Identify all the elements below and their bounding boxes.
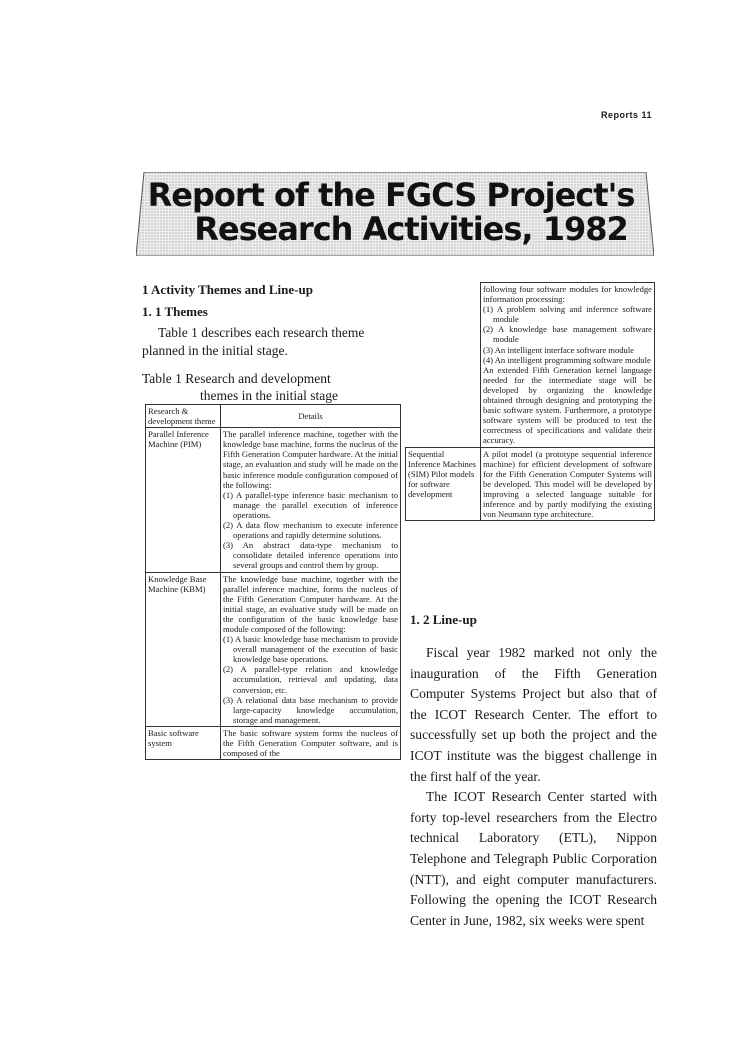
section-heading: 1 Activity Themes and Line-up <box>142 282 313 297</box>
details-intro: The parallel inference machine, together with the knowledge base machine, forms the nucleus of the Fifth Generation Computer hardware. At the initial stage, an evaluation and study will be made on the basic inference module configuration composed of the following: <box>223 429 398 490</box>
row-theme: Knowledge Base Machine (KBM) <box>146 572 221 726</box>
table-row <box>406 447 655 521</box>
title-banner <box>136 172 654 256</box>
details-item: (2) A knowledge base management software module <box>483 324 652 345</box>
subsection-heading-lineup: 1. 2 Line-up <box>410 612 477 627</box>
page-header: Reports 11 <box>600 110 652 120</box>
table-header-row <box>146 405 401 428</box>
details-item: (1) A basic knowledge base mechanism to provide overall management of the execution of basic knowledge base operations. <box>223 634 398 665</box>
row-theme: Basic software system <box>146 726 221 759</box>
details-item: (2) A data flow mechanism to execute inference operations and rapidly determine solutions. <box>223 520 398 541</box>
paragraph-line: planned in the initial stage. <box>142 343 288 358</box>
details-item: (1) A parallel-type inference basic mechanism to manage the parallel execution of inference operations. <box>223 489 398 520</box>
table-row <box>146 726 401 759</box>
details-item: (3) An intelligent interface software module <box>483 344 635 355</box>
row-theme: Sequential Inference Machines (SIM) Pilot models for software development <box>406 447 481 521</box>
details-item: (4) An intelligent programming software module <box>483 354 651 365</box>
header-details: Details <box>221 405 401 428</box>
row-details <box>221 572 401 726</box>
themes-table-continued <box>405 282 655 521</box>
lineup-text <box>410 643 657 931</box>
row-details <box>221 428 401 572</box>
caption-line: Table 1 Research and development <box>142 371 331 386</box>
details-tail: An extended Fifth Generation kernel language needed for the intermediate stage will be developed by organizing the knowledge obtained through designing and prototyping the basic software system. Furthermore, a prototype software system will be produced to test the correctness of specifications and validate their accuracy. <box>483 364 652 446</box>
paragraph-line: Table 1 describes each research theme <box>158 325 365 340</box>
row-theme: Parallel Inference Machine (PIM) <box>146 428 221 572</box>
row-details: The basic software system forms the nucleus of the Fifth Generation Computer software, and is composed of the <box>221 726 401 759</box>
row-theme-empty <box>406 283 481 448</box>
details-item: (3) An abstract data-type mechanism to consolidate detailed inference operations into several groups and control them by group. <box>223 540 398 571</box>
details-intro: following four software modules for knowledge information processing: <box>483 284 652 305</box>
table-row <box>146 572 401 726</box>
details-intro: The knowledge base machine, together with the parallel inference machine, forms the nucleus of the Fifth Generation Computer hardware. At the initial stage, an evaluative study will be made on the configuration of the basic knowledge base module composed of the following: <box>223 573 398 634</box>
caption-line: themes in the initial stage <box>200 388 338 403</box>
table-caption <box>142 370 400 404</box>
themes-table <box>145 404 401 760</box>
themes-paragraph <box>142 324 400 360</box>
table-row <box>146 428 401 572</box>
paragraph: The ICOT Research Center started with forty top-level researchers from the Electro technical Laboratory (ETL), Nippon Telephone and Telegraph Public Corporation (NTT), and eight computer manufacturers. Following the opening the ICOT Research Center in June, 1982, six weeks were spent <box>410 789 657 928</box>
table-row <box>406 283 655 448</box>
details-item: (1) A problem solving and inference software module <box>483 304 652 325</box>
paragraph: Fiscal year 1982 marked not only the inauguration of the Fifth Generation Computer Systems Project but also that of the ICOT Research Center. The effort to successfully set up both the project and the ICOT institute was the biggest challenge in the first half of the year. <box>410 645 657 784</box>
banner-title-line2: Research Activities, 1982 <box>194 210 628 248</box>
header-theme: Research & development theme <box>146 405 221 428</box>
banner-title-line1: Report of the FGCS Project's <box>147 176 635 214</box>
subsection-heading-themes: 1. 1 Themes <box>142 304 208 319</box>
row-details: A pilot model (a prototype sequential inference machine) for efficient development of software for the Fifth Generation Computer Systems will be developed. This model will be developed by improving a selected language suitable for inference and by partly modifying the existing von Neumann type architecture. <box>481 447 655 521</box>
row-details <box>481 283 655 448</box>
details-item: (2) A parallel-type relation and knowledge accumulation, retrieval and updating, data conversion, etc. <box>223 664 398 695</box>
details-item: (3) A relational data base mechanism to provide large-capacity knowledge accumulation, storage and management. <box>223 694 398 725</box>
